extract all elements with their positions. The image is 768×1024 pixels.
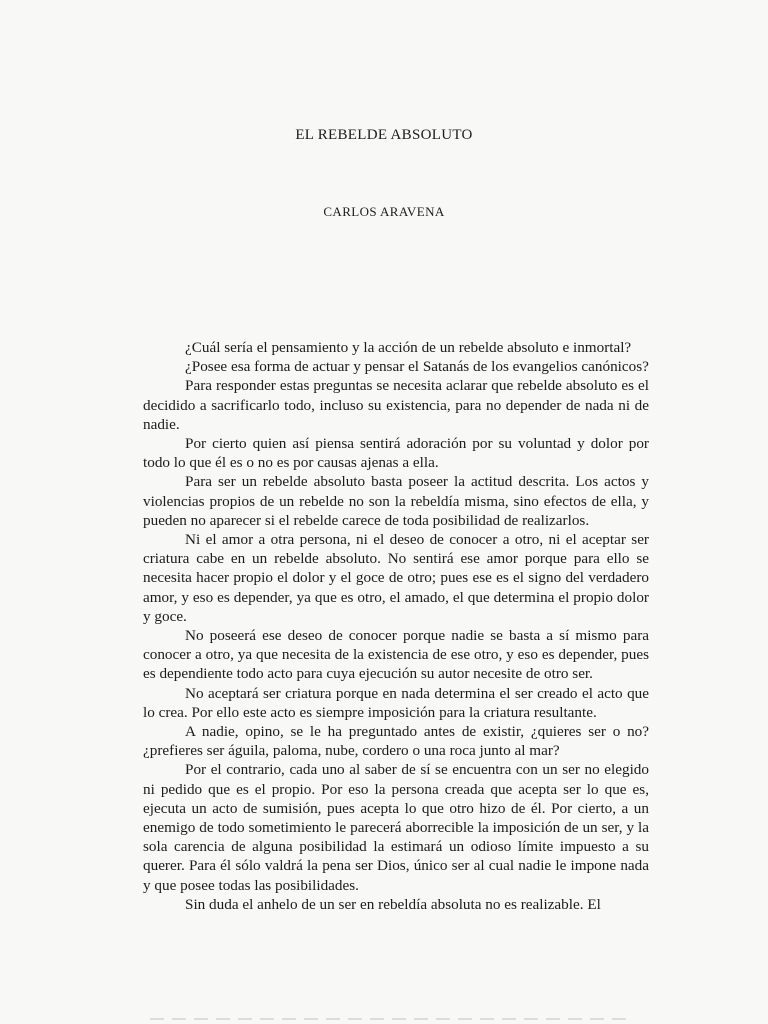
paragraph: Para ser un rebelde absoluto basta poseer la actitud descrita. Los actos y violencias propios de un rebelde no son la rebeldía misma, sino efectos de ella, y pueden no aparecer si el rebelde carece de toda posibilidad de realizarlos. bbox=[143, 473, 649, 529]
paragraph: Ni el amor a otra persona, ni el deseo de conocer a otro, ni el aceptar ser criatura cabe en un rebelde absoluto. No sentirá ese amor porque para ello se necesita hacer propio el dolor y el goce de otro; pues ese es el signo del verdadero amor, y eso es depender, ya que es otro, el amado, el que determina el propio dolor y goce. bbox=[143, 531, 649, 625]
paragraph: Sin duda el anhelo de un ser en rebeldía absoluta no es realizable. El bbox=[185, 895, 601, 913]
paragraph: No aceptará ser criatura porque en nada determina el ser creado el acto que lo crea. Por ello este acto es siempre imposición para la criatura resultante. bbox=[143, 684, 649, 721]
paragraph: Por el contrario, cada uno al saber de sí se encuentra con un ser no elegido ni pedido que es el propio. Por eso la persona creada que acepta ser lo que es, ejecuta un acto de sumisión, pues acepta lo que otro hizo de él. Por cierto, a un enemigo de todo sometimiento le parecerá aborrecible la imposición de un ser, y la sola carencia de alguna posibilidad la estimará un odioso límite impuesto a su querer. Para él sólo valdrá la pena ser Dios, único ser al cual nadie le impone nada y que posee todas las posibilidades. bbox=[143, 761, 649, 894]
page-title: EL REBELDE ABSOLUTO bbox=[295, 127, 473, 143]
paragraph: Por cierto quien así piensa sentirá adoración por su voluntad y dolor por todo lo que él es o no es por causas ajenas a ella. bbox=[143, 435, 649, 472]
body-text bbox=[143, 338, 649, 914]
paragraph: ¿Cuál sería el pensamiento y la acción de un rebelde absoluto e inmortal? bbox=[185, 339, 632, 356]
paragraph: No poseerá ese deseo de conocer porque nadie se basta a sí mismo para conocer a otro, ya que necesita de la existencia de ese otro, y eso es depender, pues es dependiente todo acto para cuya ejecución su autor necesite de otro ser. bbox=[143, 627, 649, 683]
paragraph: A nadie, opino, se le ha preguntado antes de existir, ¿quieres ser o no? ¿prefieres ser águila, paloma, nube, cordero o una roca junto al mar? bbox=[143, 723, 649, 760]
scan-artifact bbox=[150, 1018, 630, 1020]
author-name: CARLOS ARAVENA bbox=[323, 204, 445, 219]
paragraph: ¿Posee esa forma de actuar y pensar el Satanás de los evangelios canónicos? bbox=[185, 358, 649, 376]
paragraph: Para responder estas preguntas se necesita aclarar que rebelde absoluto es el decidido a sacrificarlo todo, incluso su existencia, para no depender de nada ni de nadie. bbox=[143, 377, 649, 433]
